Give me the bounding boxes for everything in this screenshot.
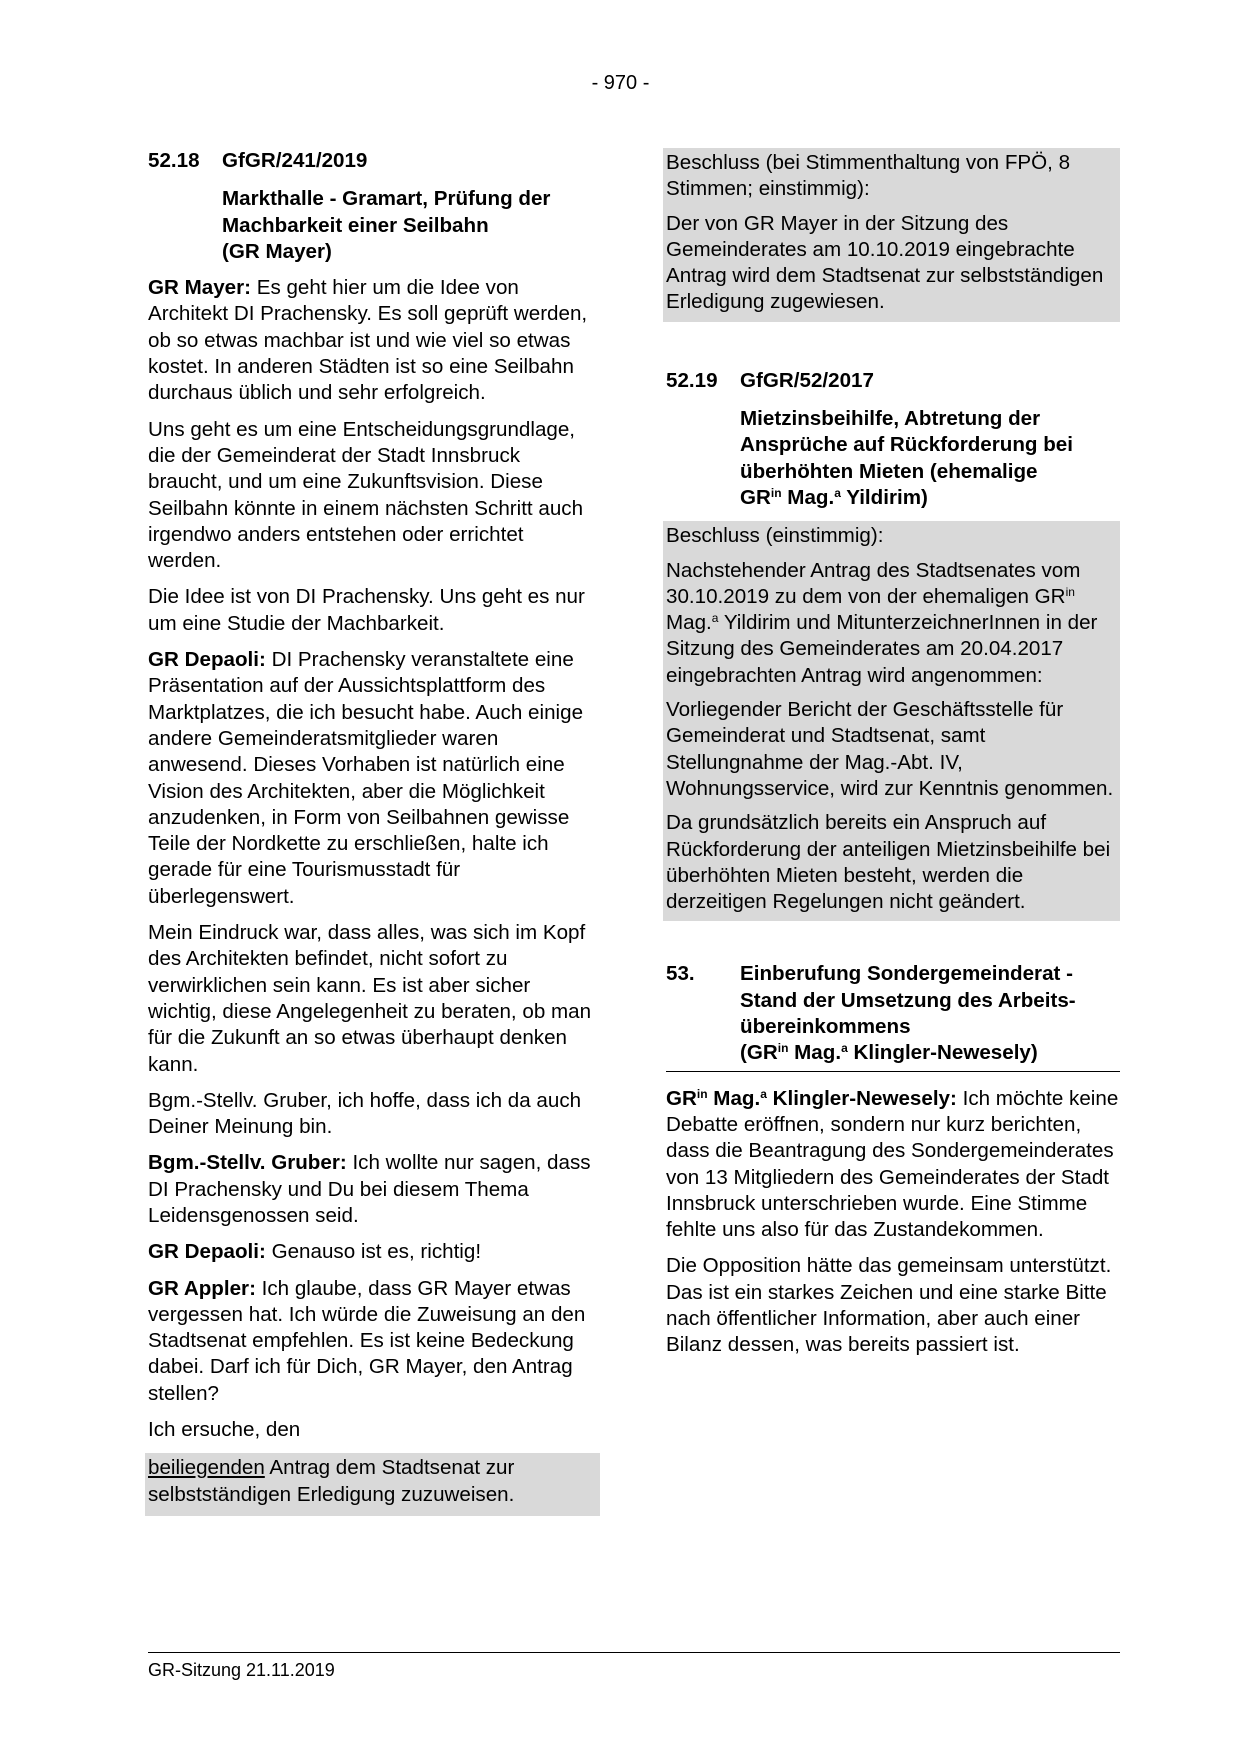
paragraph: GR Depaoli: Genauso ist es, richtig! xyxy=(148,1240,482,1264)
decision-label: Beschluss (einstimmig): xyxy=(666,524,884,548)
speaker-name: GR Appler: xyxy=(148,1276,256,1300)
section-code: GfGR/52/2017 xyxy=(740,368,874,392)
section-heading-53 xyxy=(666,961,1120,1066)
paragraph: Ich ersuche, den xyxy=(148,1418,301,1442)
decision-block-1 xyxy=(663,148,1120,322)
section-title-line: (GR Mayer) xyxy=(222,239,332,263)
paragraph: Uns geht es um eine Entscheidungsgrundlage, die der Gemeinderat der Stadt Innsbruck braucht, und um eine Zukunftsvision. Diese Seilbahn könnte in einem nächsten Schritt auch irgendwo anders entstehen oder errichtet werden. xyxy=(148,417,584,573)
section-number: 52.18 xyxy=(148,149,200,172)
footer-text: GR-Sitzung 21.11.2019 xyxy=(148,1660,335,1680)
section-number: 53. xyxy=(666,962,695,986)
paragraph: GR Appler: Ich glaube, dass GR Mayer etwas vergessen hat. Ich würde die Zuweisung an den Stadtsenat empfehlen. Es ist keine Bedeckung dabei. Darf ich für Dich, GR Mayer, den Antrag stellen? xyxy=(148,1276,586,1405)
section-title-line: überhöhten Mieten (ehemalige xyxy=(740,459,1038,483)
section-divider xyxy=(666,1071,1120,1072)
paragraph: Bgm.-Stellv. Gruber, ich hoffe, dass ich da auch Deiner Meinung bin. xyxy=(148,1088,582,1139)
section-title-line: Einberufung Sondergemeinderat - xyxy=(740,962,1073,986)
section-title-line: Markthalle - Gramart, Prüfung der xyxy=(222,187,551,211)
section-title-line: ($GR^{in}$ Mag.$^a$ Klingler-Newesely) xyxy=(740,1041,1038,1065)
speaker-name: Bgm.-Stellv. Gruber: xyxy=(148,1151,347,1175)
section-title-line: Mietzinsbeihilfe, Abtretung der xyxy=(740,407,1041,431)
decision-text: Da grundsätzlich bereits ein Anspruch auf Rückforderung der anteiligen Mietzinsbeihilfe bei überhöhten Mieten besteht, werden die derzeitigen Regelungen nicht geändert. xyxy=(666,811,1111,914)
section-heading-52-19 xyxy=(666,368,1120,394)
decision-text: Nachstehender Antrag des Stadtsenates vom 30.10.2019 zu dem von der ehemaligen $GR^{in}$ Mag.$^a$ Yildirim und MitunterzeichnerInnen in der Sitzung des Gemeinderates am 20.04.2017 eingebrachten Antrag wird angenommen: xyxy=(666,558,1098,687)
section-title xyxy=(740,406,1120,511)
section-title xyxy=(740,961,1120,1066)
paragraph: GR Mayer: Es geht hier um die Idee von Architekt DI Prachensky. Es soll geprüft werden, ob so etwas machbar ist und wie viel so etwas kostet. In anderen Städten ist so eine Seilbahn durchaus üblich und sehr erfolgreich. xyxy=(148,276,588,405)
paragraph: Mein Eindruck war, dass alles, was sich im Kopf des Architekten befindet, nicht sofort zu verwirklichen sein kann. Es ist aber sicher wichtig, diese Angelegenheit zu beraten, ob man für die Zukunft an so etwas überhaupt denken kann. xyxy=(148,921,592,1076)
section-title-line: übereinkommens xyxy=(740,1015,911,1039)
paragraph: $GR^{in}$ Mag.$^a$ Klingler-Newesely: Ich möchte keine Debatte eröffnen, sondern nur kurz berichten, dass die Beantragung des Sondergemeinderates von 13 Mitgliedern des Gemeinderates der Stadt Innsbruck unterschrieben wurde. Eine Stimme fehlte uns also für das Zustandekommen. xyxy=(666,1086,1119,1242)
left-column xyxy=(148,148,600,1516)
section-title-line: Machbarkeit einer Seilbahn xyxy=(222,213,489,237)
section-title xyxy=(222,186,600,265)
section-title-line: $GR^{in}$ Mag.$^a$ Yildirim) xyxy=(740,485,928,509)
decision-text: Vorliegender Bericht der Geschäftsstelle für Gemeinderat und Stadtsenat, samt Stellungnahme der Mag.-Abt. IV, Wohnungsservice, wird zur Kenntnis genommen. xyxy=(666,698,1114,800)
decision-label: Beschluss (bei Stimmenthaltung von FPÖ, 8 Stimmen; einstimmig): xyxy=(666,151,1071,201)
speaker-name: $GR^{in}$ Mag.$^a$ Klingler-Newesely: xyxy=(666,1086,957,1110)
decision-block-2 xyxy=(663,521,1120,921)
speaker-name: GR Depaoli: xyxy=(148,648,266,672)
paragraph: GR Depaoli: DI Prachensky veranstaltete eine Präsentation auf der Aussichtsplattform des Marktplatzes, die ich besucht habe. Auch einige andere Gemeinderatsmitglieder waren anwesend. Dieses Vorhaben ist natürlich eine Vision des Architekten, aber die Möglichkeit anzudenken, in Form von Seilbahnen gewisse Teile der Nordkette zu erschließen, halte ich gerade für eine Tourismusstadt für überlegenswert. xyxy=(148,648,584,908)
section-number: 52.19 xyxy=(666,368,718,392)
right-column xyxy=(666,148,1120,1369)
motion-text: beiliegenden Antrag dem Stadtsenat zur selbstständigen Erledigung zuzuweisen. xyxy=(145,1453,600,1516)
paragraph: Die Opposition hätte das gemeinsam unterstützt. Das ist ein starkes Zeichen und eine starke Bitte nach öffentlicher Information, aber auch einer Bilanz dessen, was bereits passiert ist. xyxy=(666,1254,1112,1357)
footer-divider xyxy=(148,1652,1120,1653)
speaker-name: GR Mayer: xyxy=(148,276,251,300)
paragraph: Die Idee ist von DI Prachensky. Uns geht es nur um eine Studie der Machbarkeit. xyxy=(148,585,585,635)
underlined-word: beiliegenden xyxy=(148,1456,265,1480)
section-code: GfGR/241/2019 xyxy=(222,149,368,172)
speaker-name: GR Depaoli: xyxy=(148,1240,266,1264)
decision-text: Der von GR Mayer in der Sitzung des Gemeinderates am 10.10.2019 eingebrachte Antrag wird dem Stadtsenat zur selbstständigen Erledigung zugewiesen. xyxy=(666,211,1104,314)
section-heading-52-18 xyxy=(148,148,600,174)
paragraph: Bgm.-Stellv. Gruber: Ich wollte nur sagen, dass DI Prachensky und Du bei diesem Thema Leidensgenossen seid. xyxy=(148,1151,591,1227)
page-number: - 970 - xyxy=(591,72,650,94)
section-title-line: Stand der Umsetzung des Arbeits- xyxy=(740,988,1076,1012)
section-title-line: Ansprüche auf Rückforderung bei xyxy=(740,433,1073,457)
